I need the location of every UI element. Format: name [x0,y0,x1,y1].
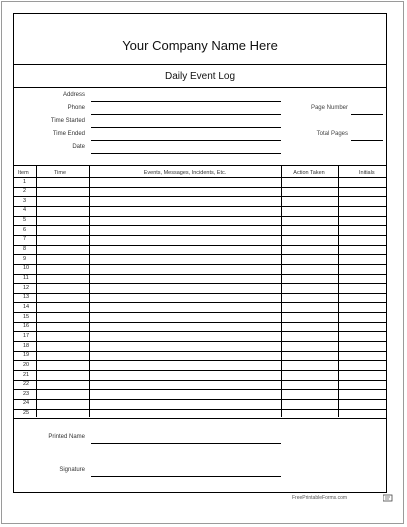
table-row[interactable] [13,235,387,236]
table-top-border [13,165,387,166]
row-number: 6 [23,226,27,233]
column-header-events: Events, Messages, Incidents, Etc. [143,170,227,176]
row-number: 2 [23,188,27,195]
row-number: 19 [23,352,30,359]
address-label: Address [62,92,85,98]
table-row[interactable] [13,360,387,361]
row-number: 12 [23,284,30,291]
table-row[interactable] [13,264,387,265]
title-divider [13,87,387,88]
row-number: 16 [23,323,30,330]
column-header-initials: Initials [359,170,375,176]
page-number-field[interactable] [351,114,383,115]
row-number: 23 [23,390,30,397]
row-number: 24 [23,400,30,407]
row-number: 13 [23,294,30,301]
table-row[interactable] [13,225,387,226]
table-row[interactable] [13,187,387,188]
table-row[interactable] [13,341,387,342]
signature-field[interactable] [91,476,281,477]
table-row[interactable] [13,274,387,275]
column-header-item: Item [18,170,29,176]
table-row[interactable] [13,216,387,217]
row-number: 18 [23,342,30,349]
table-row[interactable] [13,399,387,400]
table-row[interactable] [13,312,387,313]
row-number: 15 [23,313,30,320]
row-number: 8 [23,246,27,253]
row-number: 5 [23,217,27,224]
table-row[interactable] [13,380,387,381]
row-number: 1 [23,178,27,185]
watermark-text: FreePrintableForms.com [292,495,348,501]
total-pages-field[interactable] [351,140,383,141]
table-row[interactable] [13,206,387,207]
printed-name-field[interactable] [91,443,281,444]
total-pages-label: Total Pages [316,131,348,137]
date-label: Date [72,144,85,150]
row-number: 3 [23,197,27,204]
table-row[interactable] [13,389,387,390]
phone-field[interactable] [91,114,281,115]
table-row[interactable] [13,331,387,332]
column-header-time: Time [54,170,67,176]
row-number: 10 [23,265,30,272]
company-name: Your Company Name Here [122,38,278,53]
column-divider-time [89,165,90,417]
address-field[interactable] [91,101,281,102]
table-row[interactable] [13,322,387,323]
row-number: 20 [23,361,30,368]
table-row[interactable] [13,418,387,419]
table-row[interactable] [13,409,387,410]
row-number: 9 [23,255,27,262]
time-started-label: Time Started [50,118,85,124]
table-row[interactable] [13,351,387,352]
brand-logo-icon [383,494,393,502]
form-frame [13,13,387,493]
printed-name-label: Printed Name [48,434,85,440]
table-row[interactable] [13,302,387,303]
row-number: 4 [23,207,27,214]
column-divider-item [36,165,37,417]
row-number: 25 [23,410,30,417]
header-divider [13,64,387,65]
column-divider-action [338,165,339,417]
column-header-action-taken: Action Taken [293,170,325,176]
date-field[interactable] [91,153,281,154]
row-number: 14 [23,303,30,310]
row-number: 22 [23,381,30,388]
form-title: Daily Event Log [164,71,236,82]
time-ended-field[interactable] [91,140,281,141]
column-divider-events [281,165,282,417]
time-ended-label: Time Ended [52,131,85,137]
table-header-divider [13,177,387,178]
table-row[interactable] [13,293,387,294]
phone-label: Phone [67,105,85,111]
table-row[interactable] [13,196,387,197]
row-number: 21 [23,371,30,378]
time-started-field[interactable] [91,127,281,128]
row-number: 11 [23,275,29,281]
signature-label: Signature [59,467,85,473]
row-number: 17 [23,332,30,339]
page-number-label: Page Number [310,105,348,111]
table-row[interactable] [13,254,387,255]
table-row[interactable] [13,370,387,371]
table-row[interactable] [13,245,387,246]
table-row[interactable] [13,283,387,284]
row-number: 7 [23,236,27,243]
